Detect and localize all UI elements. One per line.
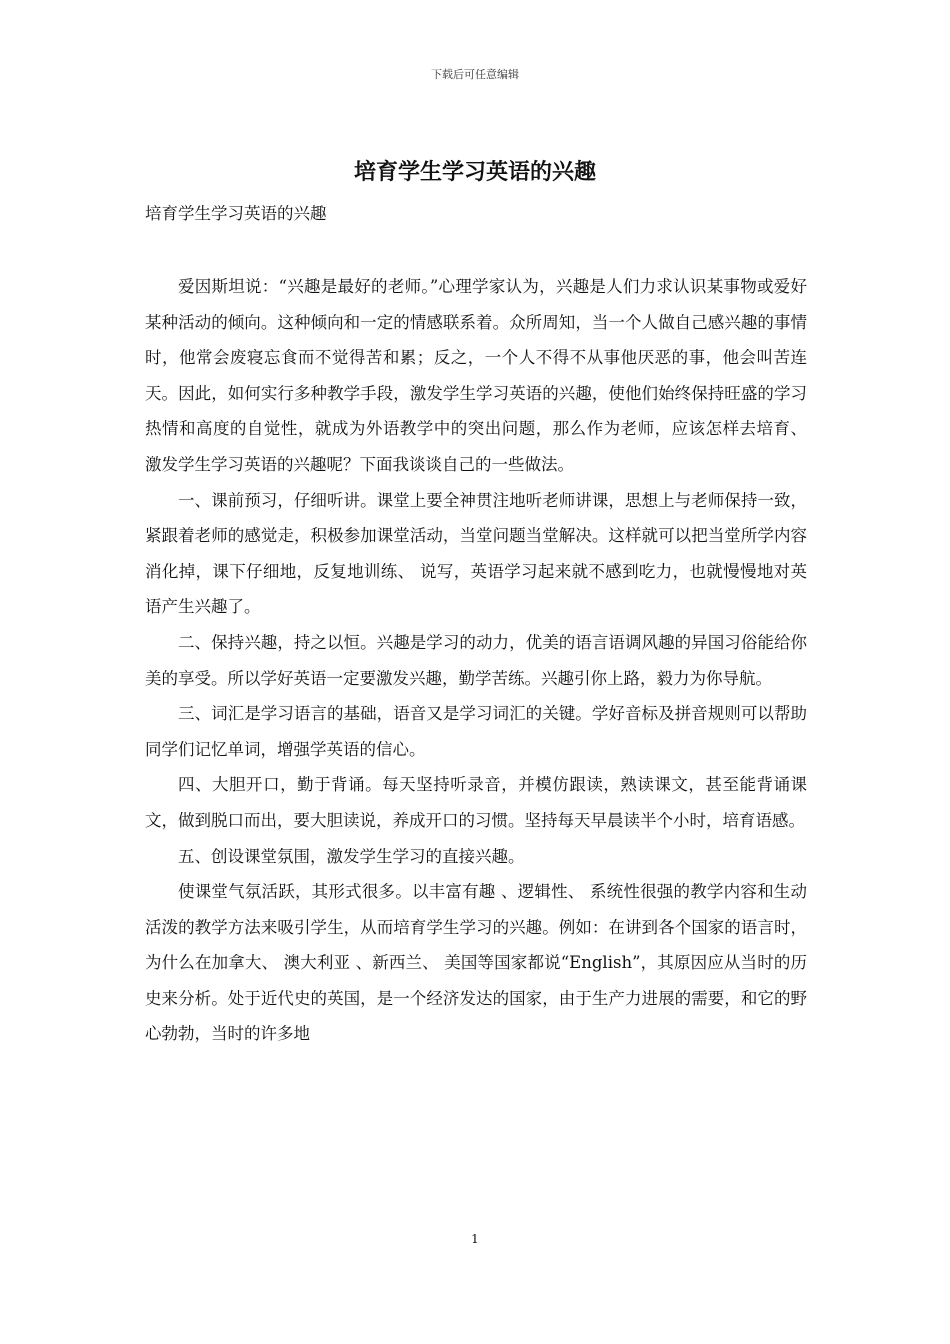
paragraph-point-2: 二、保持兴趣，持之以恒。兴趣是学习的动力，优美的语言语调风趣的异国习俗能给你美的享受。所以学好英语一定要激发兴趣，勤学苦练。兴趣引你上路，毅力为你导航。: [145, 632, 807, 688]
paragraph-point-1: 一、课前预习，仔细听讲。课堂上要全神贯注地听老师讲课，思想上与老师保持一致，紧跟着老师的感觉走，积极参加课堂活动，当堂问题当堂解决。这样就可以把当堂所学内容消化掉，课下仔细地，反复地训练、 说写，英语学习起来就不感到吃力，也就慢慢地对英语产生兴趣了。: [145, 490, 807, 617]
paragraph-point-5: 五、创设课堂氛围，激发学生学习的直接兴趣。: [178, 846, 525, 866]
paragraph-point-3: 三、词汇是学习语言的基础，语音又是学习词汇的关键。学好音标及拼音规则可以帮助同学们记忆单词，增强学英语的信心。: [145, 704, 807, 759]
page-header-note: 下载后可任意编辑: [431, 68, 519, 81]
page-title: 培育学生学习英语的兴趣: [353, 159, 596, 185]
paragraph-point-4: 四、大胆开口，勤于背诵。每天坚持听录音，并模仿跟读，熟读课文，甚至能背诵课文，做到脱口而出，要大胆读说，养成开口的习惯。坚持每天早晨读半个小时，培育语感。: [145, 775, 807, 830]
document-subtitle: 培育学生学习英语的兴趣: [145, 204, 327, 223]
document-body: [145, 269, 807, 1052]
paragraph-classroom: 使课堂气氛活跃，其形式很多。以丰富有趣 、逻辑性、 系统性很强的教学内容和生动活泼的教学方法来吸引学生，从而培育学生学习的兴趣。例如：在讲到各个国家的语言时，为什么在加拿大、 澳大利亚 、新西兰、 美国等国家都说“English”，其原因应从当时的历史来分析。处于近代史的英国，是一个经济发达的国家，由于生产力进展的需要，和它的野心勃勃，当时的许多地: [145, 882, 807, 1044]
page-number: 1: [471, 1232, 479, 1246]
paragraph-intro: 爱因斯坦说：“兴趣是最好的老师。”心理学家认为，兴趣是人们力求认识某事物或爱好某种活动的倾向。这种倾向和一定的情感联系着。众所周知，当一个人做自己感兴趣的事情时，他常会废寝忘食而不觉得苦和累；反之，一个人不得不从事他厌恶的事，他会叫苦连天。因此，如何实行多种教学手段，激发学生学习英语的兴趣，使他们始终保持旺盛的学习热情和高度的自觉性，就成为外语教学中的突出问题，那么作为老师，应该怎样去培育、 激发学生学习英语的兴趣呢？下面我谈谈自己的一些做法。: [145, 277, 807, 474]
